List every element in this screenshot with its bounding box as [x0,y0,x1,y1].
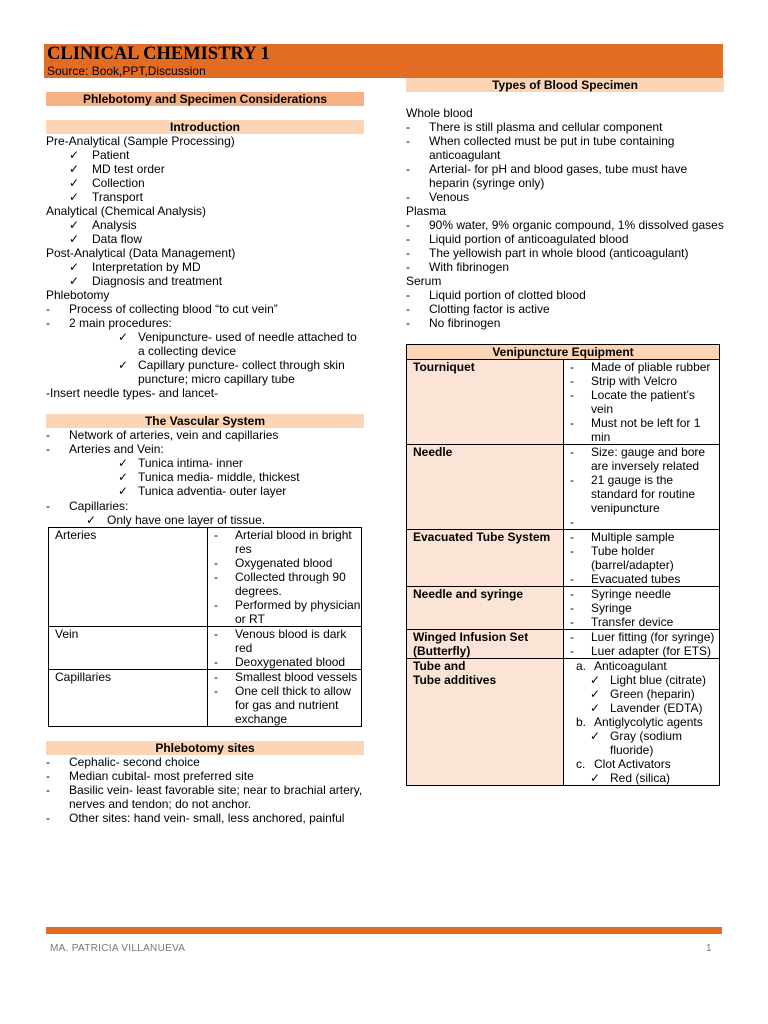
list-item: - When collected must be put in tube containing anticoagulant [406,134,724,162]
list-item: - Locate the patient’s vein [568,388,719,416]
list-item: - Collected through 90 degrees. [212,570,361,598]
list-item: ✓ Venipuncture- used of needle attached to a collecting device [46,330,364,358]
sites-heading: Phlebotomy sites [46,741,364,755]
list-item: ✓ Tunica media- middle, thickest [46,470,364,484]
list-item: ✓ Gray (sodium fluoride) [568,729,719,757]
list-item: ✓ Light blue (citrate) [568,673,719,687]
table-row [49,670,362,727]
equipment-heading: Venipuncture Equipment [407,345,720,360]
equipment-label: Needle and syringe [407,587,564,630]
list-item: - The yellowish part in whole blood (anticoagulant) [406,246,724,260]
equipment-details [564,630,720,659]
table-header-row [407,345,720,360]
list-item: - Syringe [568,601,719,615]
table-row [407,360,720,445]
list-item: ✓ Diagnosis and treatment [46,274,364,288]
list-item: - Arterial- for pH and blood gases, tube must have heparin (syringe only) [406,162,724,190]
list-item: - With fibrinogen [406,260,724,274]
table-row [407,445,720,530]
equipment-label: Winged Infusion Set (Butterfly) [407,630,564,659]
list-item: - Luer fitting (for syringe) [568,630,719,644]
tube-label-line2: Tube additives [413,673,497,687]
left-column [46,92,364,825]
list-item: - Syringe needle [568,587,719,601]
equipment-details [564,659,720,786]
list-item: - Median cubital- most preferred site [46,769,364,783]
list-item: ✓ MD test order [46,162,364,176]
list-item: - Other sites: hand vein- small, less anchored, painful [46,811,364,825]
insert-note: -Insert needle types- and lancet- [46,386,219,400]
table-row [49,528,362,627]
list-item: - Liquid portion of clotted blood [406,288,724,302]
list-item: - Cephalic- second choice [46,755,364,769]
equipment-label [407,659,564,786]
vessel-name: Arteries [49,528,208,627]
list-item [568,715,719,729]
list-item: - Must not be left for 1 min [568,416,719,444]
list-item: - Clotting factor is active [406,302,724,316]
list-item: - Process of collecting blood “to cut vein” [46,302,364,316]
list-item: ✓ Only have one layer of tissue. [46,513,364,527]
footer-bar [46,927,722,934]
list-item: - Evacuated tubes [568,572,719,586]
equipment-details [564,445,720,530]
pre-analytical-label: Pre-Analytical (Sample Processing) [46,134,235,148]
whole-blood-label: Whole blood [406,106,473,120]
list-item: - 21 gauge is the standard for routine venipuncture [568,473,719,515]
equipment-details [564,587,720,630]
table-row [407,587,720,630]
list-item: ✓ Patient [46,148,364,162]
list-item: - Oxygenated blood [212,556,361,570]
list-item [568,515,719,529]
list-marker: a. [576,659,587,673]
source-line: Source: Book,PPT,Discussion [47,64,206,78]
list-item: - Multiple sample [568,530,719,544]
list-item: ✓ Lavender (EDTA) [568,701,719,715]
list-item: - Venous [406,190,724,204]
vessel-details [208,670,362,727]
list-item: - There is still plasma and cellular component [406,120,724,134]
list-item: - 2 main procedures: [46,316,364,330]
serum-label: Serum [406,274,442,288]
vessel-name: Vein [49,627,208,670]
list-item [568,757,719,771]
list-item: - Basilic vein- least favorable site; near to brachial artery, nerves and tendon; do not anchor. [46,783,364,811]
list-item: - Luer adapter (for ETS) [568,644,719,658]
list-item: - Venous blood is dark red [212,627,361,655]
table-row [49,627,362,670]
list-item: - Liquid portion of anticoagulated blood [406,232,724,246]
list-item: ✓ Data flow [46,232,364,246]
list-text: Antiglycolytic agents [594,715,703,729]
table-row [407,630,720,659]
introduction-heading: Introduction [46,120,364,134]
equipment-label: Evacuated Tube System [407,530,564,587]
list-text: Anticoagulant [594,659,667,673]
list-item [568,659,719,673]
list-item: - No fibrinogen [406,316,724,330]
list-item: - Size: gauge and bore are inversely related [568,445,719,473]
equipment-details [564,530,720,587]
table-row [407,659,720,786]
types-heading: Types of Blood Specimen [406,78,724,92]
list-item: - Strip with Velcro [568,374,719,388]
list-item: ✓ Transport [46,190,364,204]
list-item: ✓ Capillary puncture- collect through skin puncture; micro capillary tube [46,358,364,386]
vessel-table [48,527,362,727]
list-item: ✓ Green (heparin) [568,687,719,701]
list-item: - 90% water, 9% organic compound, 1% dissolved gases [406,218,724,232]
section-title-bar: Phlebotomy and Specimen Considerations [46,92,364,106]
phlebotomy-label: Phlebotomy [46,288,110,302]
right-column [406,78,724,786]
vessel-name: Capillaries [49,670,208,727]
list-item: - Tube holder (barrel/adapter) [568,544,719,572]
list-item: - Smallest blood vessels [212,670,361,684]
list-item: ✓ Red (silica) [568,771,719,785]
list-item: - Arterial blood in bright res [212,528,361,556]
list-item: ✓ Tunica intima- inner [46,456,364,470]
equipment-label: Tourniquet [407,360,564,445]
vessel-details [208,627,362,670]
list-marker: b. [576,715,587,729]
vascular-heading: The Vascular System [46,414,364,428]
list-item: ✓ Analysis [46,218,364,232]
vessel-details [208,528,362,627]
table-row [407,530,720,587]
list-text: Clot Activators [594,757,671,771]
page-number: 1 [706,943,712,954]
list-item: ✓ Tunica adventia- outer layer [46,484,364,498]
document-title: CLINICAL CHEMISTRY 1 [47,44,270,64]
equipment-table [406,344,720,786]
list-item: ✓ Collection [46,176,364,190]
equipment-label: Needle [407,445,564,530]
post-analytical-label: Post-Analytical (Data Management) [46,246,236,260]
list-item: - Capillaries: [46,499,364,513]
list-item: - Transfer device [568,615,719,629]
list-item: - Made of pliable rubber [568,360,719,374]
list-item: - Performed by physician or RT [212,598,361,626]
analytical-label: Analytical (Chemical Analysis) [46,204,207,218]
plasma-label: Plasma [406,204,447,218]
list-item: - Arteries and Vein: [46,442,364,456]
footer-author: MA. PATRICIA VILLANUEVA [50,943,186,954]
list-item: - Network of arteries, vein and capillaries [46,428,364,442]
tube-label-line1: Tube and [413,659,466,673]
list-marker: c. [576,757,586,771]
list-item: - Deoxygenated blood [212,655,361,669]
list-item: - One cell thick to allow for gas and nutrient exchange [212,684,361,726]
list-item: ✓ Interpretation by MD [46,260,364,274]
equipment-details [564,360,720,445]
